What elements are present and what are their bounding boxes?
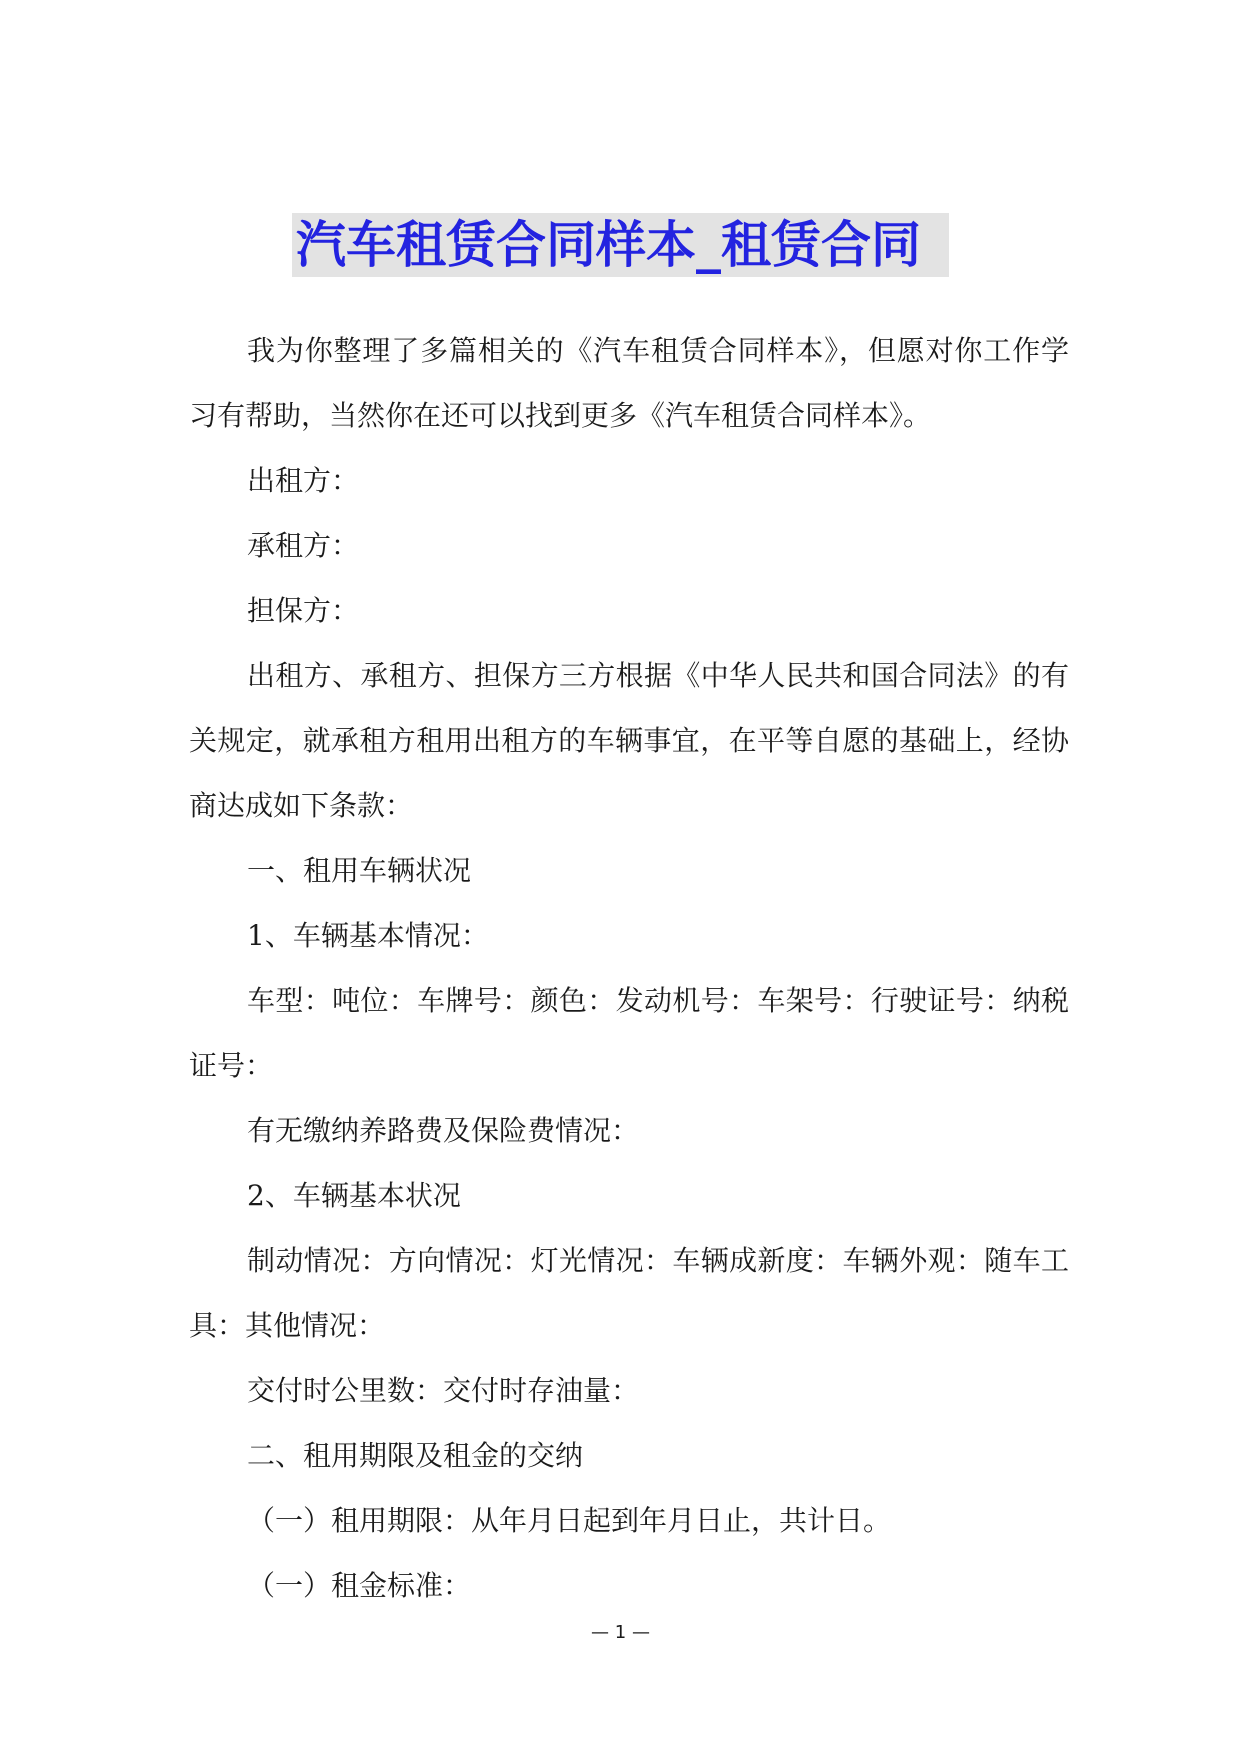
paragraph-lessee: 承租方： bbox=[247, 529, 360, 562]
section-heading-1: 一、租用车辆状况 bbox=[247, 854, 472, 887]
paragraph-guarantor: 担保方： bbox=[247, 594, 360, 627]
paragraph-fees: 有无缴纳养路费及保险费情况： bbox=[247, 1114, 640, 1147]
subsection-heading-1-1: 1、车辆基本情况： bbox=[247, 919, 489, 952]
document-body bbox=[189, 318, 1069, 1618]
paragraph-delivery-fields: 交付时公里数：交付时存油量： bbox=[247, 1374, 640, 1407]
paragraph-condition-fields: 制动情况：方向情况：灯光情况：车辆成新度：车辆外观：随车工具：其他情况： bbox=[189, 1244, 1069, 1342]
document-title: 汽车租赁合同样本_租赁合同 bbox=[292, 213, 949, 277]
paragraph-lessor: 出租方： bbox=[247, 464, 360, 497]
paragraph-vehicle-fields: 车型：吨位：车牌号：颜色：发动机号：车架号：行驶证号：纳税证号： bbox=[189, 984, 1069, 1082]
title-container bbox=[0, 213, 1241, 277]
page-number: — 1 — bbox=[591, 1622, 650, 1643]
paragraph-intro: 我为你整理了多篇相关的《汽车租赁合同样本》，但愿对你工作学习有帮助，当然你在还可以找到更多《汽车租赁合同样本》。 bbox=[189, 334, 1069, 432]
paragraph-rent-standard: （一）租金标准： bbox=[247, 1569, 472, 1602]
paragraph-preamble: 出租方、承租方、担保方三方根据《中华人民共和国合同法》的有关规定，就承租方租用出租方的车辆事宜，在平等自愿的基础上，经协商达成如下条款： bbox=[189, 659, 1069, 822]
section-heading-2: 二、租用期限及租金的交纳 bbox=[247, 1439, 584, 1472]
paragraph-term: （一）租用期限：从年月日起到年月日止，共计日。 bbox=[247, 1504, 892, 1537]
subsection-heading-1-2: 2、车辆基本状况 bbox=[247, 1179, 461, 1212]
